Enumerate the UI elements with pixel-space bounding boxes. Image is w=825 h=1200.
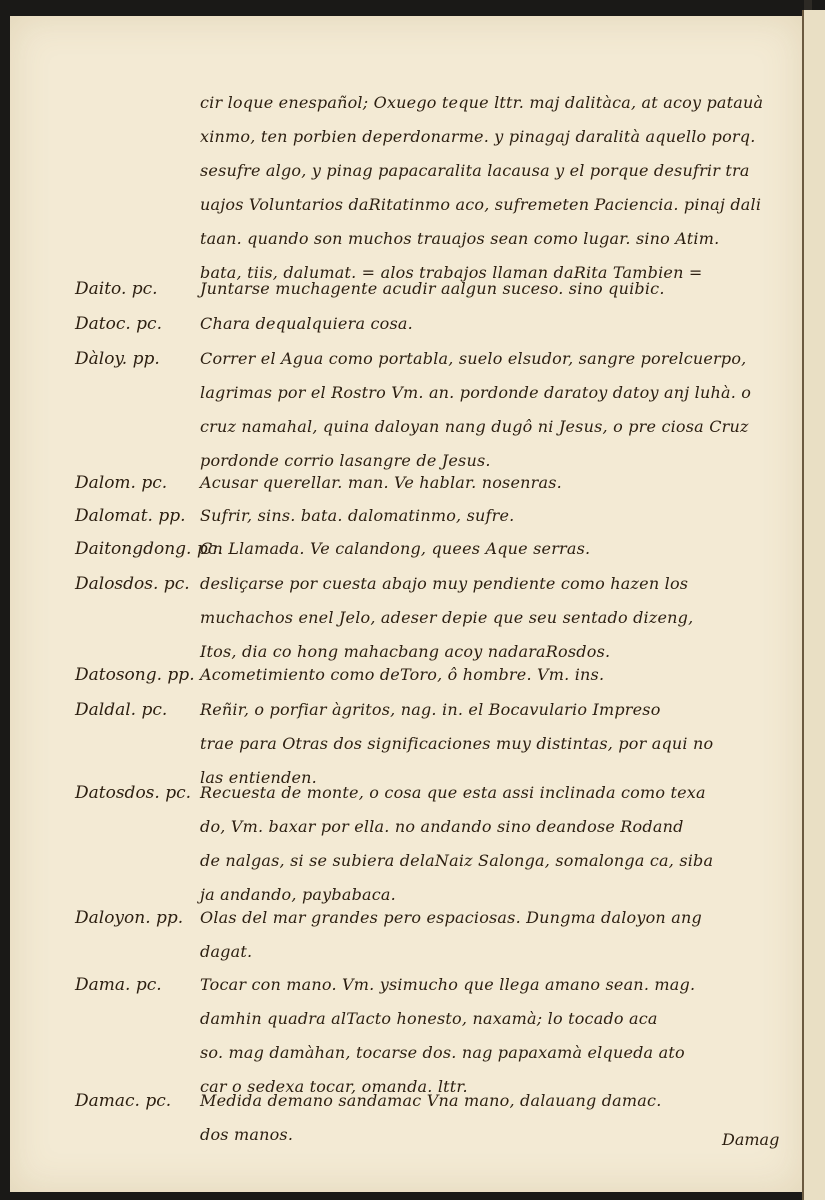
- text-line: bata, tiis, dalumat. = alos trabajos llaman daRita Tambien =: [200, 263, 703, 282]
- entry-headword: Daloyon. pp.: [75, 908, 184, 928]
- entry-definition-line: Itos, dia co hong mahacbang acoy nadaraRosdos.: [200, 642, 611, 661]
- text-line: sesufre algo, y pinag papacaralita lacausa y el porque desufrir tra: [200, 161, 750, 180]
- entry-definition-line: pordonde corrio lasangre de Jesus.: [200, 451, 491, 470]
- entry-headword: Damac. pc.: [75, 1091, 172, 1111]
- entry-definition-line: Recuesta de monte, o cosa que esta assi inclinada como texa: [200, 783, 706, 802]
- text-line: uajos Voluntarios daRitatinmo aco, sufremeten Paciencia. pinaj dali: [200, 195, 762, 214]
- entry-definition-line: Sufrir, sins. bata. dalomatinmo, sufre.: [200, 506, 515, 525]
- entry-definition-line: trae para Otras dos significaciones muy distintas, por aqui no: [200, 734, 714, 753]
- entry-definition-line: Medida demano sandamac Vna mano, dalauang damac.: [200, 1091, 662, 1110]
- entry-definition-line: Reñir, o porfiar àgritos, nag. in. el Bocavulario Impreso: [200, 700, 661, 719]
- entry-definition-line: cruz namahal, quina daloyan nang dugô ni Jesus, o pre ciosa Cruz: [200, 417, 749, 436]
- entry-definition-line: desliçarse por cuesta abajo muy pendiente como hazen los: [200, 574, 689, 593]
- entry-definition-line: do, Vm. baxar por ella. no andando sino deandose Rodand: [200, 817, 684, 836]
- entry-headword: Daito. pc.: [75, 279, 158, 299]
- entry-definition-line: Olas del mar grandes pero espaciosas. Dungma daloyon ang: [200, 908, 702, 927]
- entry-headword: Dalomat. pp.: [75, 506, 186, 526]
- entry-definition-line: Tocar con mano. Vm. ysimucho que llega amano sean. mag.: [200, 975, 696, 994]
- entry-definition-line: Cn Llamada. Ve calandong, quees Aque serras.: [200, 539, 591, 558]
- manuscript-page: [10, 16, 802, 1192]
- entry-definition-line: Correr el Agua como portabla, suelo elsudor, sangre porelcuerpo,: [200, 349, 747, 368]
- entry-definition-line: de nalgas, si se subiera delaNaiz Salonga, somalonga ca, siba: [200, 851, 714, 870]
- entry-definition-line: las entienden.: [200, 768, 317, 787]
- entry-headword: Dalosdos. pc.: [75, 574, 190, 594]
- text-line: taan. quando son muchos trauajos sean como lugar. sino Atim.: [200, 229, 720, 248]
- entry-definition-line: ja andando, paybabaca.: [200, 885, 396, 904]
- entry-headword: Datosdos. pc.: [75, 783, 192, 803]
- text-line: cir loque enespañol; Oxuego teque lttr. maj dalitàca, at acoy patauà: [200, 93, 764, 112]
- adjacent-leaf-edge: [802, 10, 825, 1200]
- entry-definition-line: dos manos.: [200, 1125, 294, 1144]
- entry-definition-line: Juntarse muchagente acudir aalgun suceso. sino quibic.: [200, 279, 665, 298]
- entry-definition-line: damhin quadra alTacto honesto, naxamà; lo tocado aca: [200, 1009, 658, 1028]
- entry-definition-line: Acometimiento como deToro, ô hombre. Vm. ins.: [200, 665, 605, 684]
- entry-definition-line: Acusar querellar. man. Ve hablar. nosenras.: [200, 473, 562, 492]
- entry-headword: Daitongdong. pc.: [75, 539, 223, 559]
- entry-definition-line: dagat.: [200, 942, 253, 961]
- catchword: Damag: [722, 1130, 780, 1149]
- entry-definition-line: so. mag damàhan, tocarse dos. nag papaxamà elqueda ato: [200, 1043, 685, 1062]
- text-line: xinmo, ten porbien deperdonarme. y pinagaj daralità aquello porq.: [200, 127, 756, 146]
- entry-headword: Datosong. pp.: [75, 665, 195, 685]
- entry-headword: Dàloy. pp.: [75, 349, 160, 369]
- entry-definition-line: car o sedexa tocar, omanda. lttr.: [200, 1077, 468, 1096]
- entry-headword: Dalom. pc.: [75, 473, 168, 493]
- entry-definition-line: muchachos enel Jelo, adeser depie que seu sentado dizeng,: [200, 608, 694, 627]
- entry-headword: Datoc. pc.: [75, 314, 162, 334]
- entry-headword: Daldal. pc.: [75, 700, 168, 720]
- entry-definition-line: lagrimas por el Rostro Vm. an. pordonde daratoy datoy anj luhà. o: [200, 383, 752, 402]
- entry-definition-line: Chara dequalquiera cosa.: [200, 314, 413, 333]
- entry-headword: Dama. pc.: [75, 975, 162, 995]
